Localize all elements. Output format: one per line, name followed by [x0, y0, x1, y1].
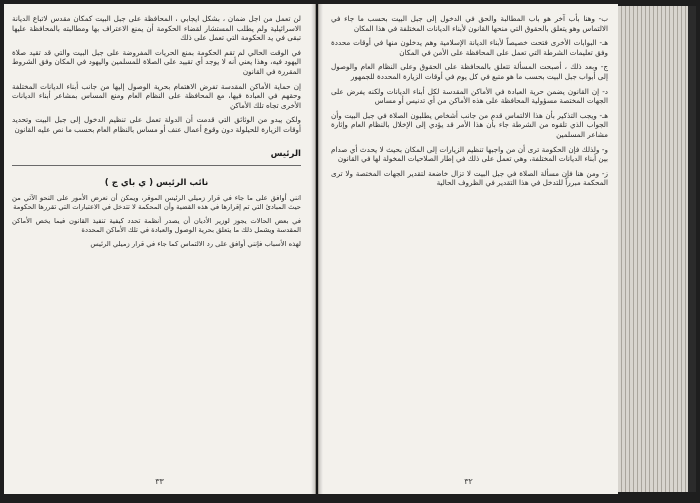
- opinion-text: [12, 194, 301, 249]
- right-paragraph-3: ج- وبعد ذلك ، أصبحت المسألة تتعلق بالمحافظة على الحقوق وعلى النظام العام والوصول إلى أبواب جبل البيت بحسب ما هو متبع في كل يوم في أوقات الزيارة المحددة للجمهور: [331, 62, 608, 81]
- page-number-left: ٣٣: [155, 477, 164, 486]
- right-paragraph-7: ز- ومن هنا فإن مسألة الصلاة في جبل البيت لا تزال خاضعة لتقدير الجهات المختصة ولا ترى المحكمة مبرراً للتدخل في هذا التقدير في الظروف الحالية: [331, 168, 608, 188]
- right-page: [318, 4, 618, 494]
- left-paragraph-3: إن حماية الأماكن المقدسة تفرض الاهتمام بحرية الوصول إليها من جانب أبناء الديانات المختلفة وحقهم في العبادة فيها، مع المحافظة على النظام العام ومنع المساس بمشاعر أبناء الديانات الأخرى تجاه تلك الأماكن: [12, 81, 301, 110]
- section-subheading-vice-president: نائب الرئيس ( ي باي ج ): [104, 177, 209, 188]
- right-paragraph-5: هـ- ويجب التذكير بأن هذا الالتماس قدم من جانب أشخاص يطلبون الصلاة في جبل البيت وأن الجواب الذي تلقوه من الشرطة جاء بأن هذا الأمر قد يؤدي إلى الإخلال بالنظام العام وإثارة مشاعر المسلمين: [331, 110, 608, 139]
- opinion-paragraph-1: انني أوافق على ما جاء في قرار زميلي الرئيس الموقر، ويمكن أن نعرض الأمور على النحو الآتي من حيث المبادئ التي تم إقرارها في هذه القضية وأن المحكمة لا تتدخل في الاعتبارات التي تقررها الحكومة: [12, 193, 301, 211]
- page-number-right: ٣٢: [464, 477, 473, 486]
- section-heading-president: الرئيس: [270, 148, 301, 159]
- opinion-paragraph-2: في بعض الحالات يجوز لوزير الأديان أن يصدر أنظمة تحدد كيفية تنفيذ القانون فيما يخص الأماكن المقدسة ويشمل ذلك ما يتعلق بحرية الوصول والعبادة في تلك الأماكن المحددة: [12, 216, 301, 234]
- right-paragraph-4: د- إن القانون يضمن حرية العبادة في الأماكن المقدسة لكل أبناء الديانات ولكنه يفرض على الجهات المختصة مسؤولية المحافظة على هذه الأماكن من أي تدنيس أو مساس: [331, 86, 608, 106]
- opinion-paragraph-3: لهذه الأسباب فإنني أوافق على رد الالتماس كما جاء في قرار زميلي الرئيس: [90, 239, 301, 248]
- right-paragraph-6: و- ولذلك فإن الحكومة ترى أن من واجبها تنظيم الزيارات إلى المكان بحيث لا يحدث أي صدام بين أبناء الديانات المختلفة، وهي تعمل على ذلك في إطار الصلاحيات المخولة لها في القانون: [331, 144, 608, 164]
- page-edges: [618, 6, 696, 492]
- book-gutter: [311, 4, 323, 494]
- left-paragraph-2: في الوقت الحالي لم تقم الحكومة بمنع الحريات المفروضة على جبل البيت والتي قد تقيد صلاة اليهود فيه، وهذا يعني أنه لا يوجد أي تقييد على الصلاة للمسلمين واليهود في المكان وفق الشروط المقررة في القانون: [12, 47, 301, 76]
- divider: [12, 165, 301, 166]
- right-paragraph-2: هـ- البوابات الأخرى فتحت خصيصاً لأبناء الديانة الإسلامية وهم يدخلون منها في أوقات محددة وفق تعليمات الشرطة التي تعمل على المحافظة على الأمن في المكان: [331, 38, 608, 57]
- left-page: [4, 4, 316, 494]
- right-paragraph-1: ب- وهنا بأب آخر هو باب المطالبة والحق في الدخول إلى جبل البيت بحسب ما جاء في الالتماس وهو يتعلق بالحقوق التي منحها القانون لأبناء الديانات المختلفة في هذا المكان: [331, 14, 608, 33]
- left-paragraph-4: ولكن يبدو من الوثائق التي قدمت أن الدولة تعمل على تنظيم الدخول إلى جبل البيت وتحديد أوقات الزيارة للحيلولة دون وقوع أعمال عنف أو مساس بالنظام العام بحسب ما نص عليه القانون: [12, 115, 301, 134]
- left-paragraph-1: لن تعمل من اجل ضمان ، بشكل ايجابي ، المحافظة على جبل البيت كمكان مقدس لاتباع الديانة الاسرائيلية ولم يطلب المستشار لقضاء الحكومة أن يمنع الاعتراف بها ومطالبته بالمحافظة عليها تبقى في يد الحكومة التي تعمل على ذلك: [12, 14, 301, 43]
